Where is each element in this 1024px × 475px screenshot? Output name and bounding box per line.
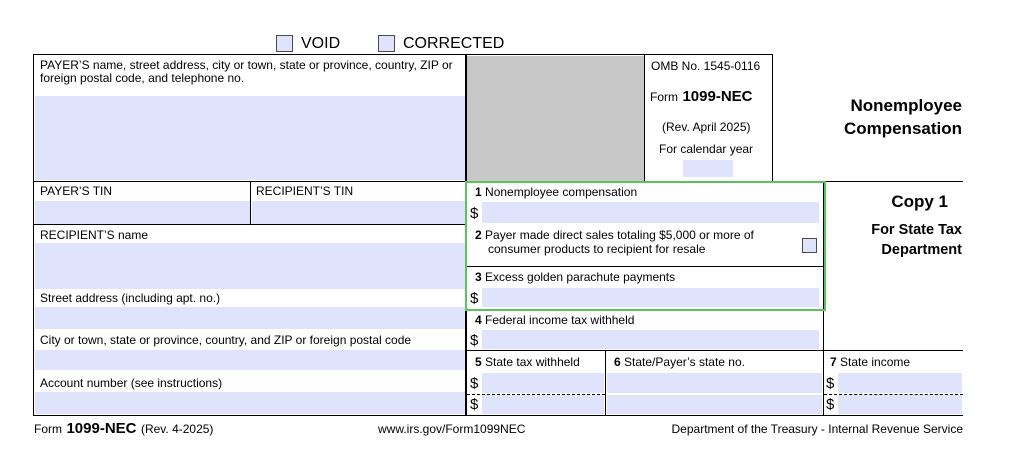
copy-label: Copy 1 <box>891 192 948 211</box>
grid-line <box>33 54 34 416</box>
box5-field-1[interactable] <box>482 373 604 393</box>
box5-number: 5 <box>475 355 482 369</box>
payer-name-label: PAYER’S name, street address, city or town, state or province, country, ZIP or foreign postal code, and telephone no. <box>40 58 453 85</box>
box5-dollar-1: $ <box>470 375 479 392</box>
payer-name-field[interactable] <box>35 96 465 180</box>
corrected-checkbox[interactable] <box>378 35 395 52</box>
grid-line <box>33 224 467 225</box>
box1-text: Nonemployee compensation <box>485 185 638 199</box>
recipient-name-field[interactable] <box>35 243 465 289</box>
box4-text: Federal income tax withheld <box>485 313 635 327</box>
box7-field-1[interactable] <box>838 373 962 393</box>
account-label: Account number (see instructions) <box>40 376 223 390</box>
city-field[interactable] <box>35 350 465 370</box>
payer-tin-label: PAYER’S TIN <box>40 184 113 198</box>
side-title-2: Compensation <box>843 119 962 138</box>
box7-field-2[interactable] <box>838 395 962 414</box>
form-revision: (Rev. April 2025) <box>662 120 751 134</box>
box1-number: 1 <box>475 185 482 199</box>
box1-label <box>475 186 637 199</box>
void-checkbox[interactable] <box>276 35 293 52</box>
box2-label-1 <box>475 229 754 242</box>
box2-text-1: Payer made direct sales totaling $5,000 or more of <box>485 228 754 242</box>
box7-text: State income <box>840 355 911 369</box>
box3-dollar: $ <box>470 290 479 307</box>
box7-label <box>830 356 910 369</box>
box7-number: 7 <box>830 355 837 369</box>
footer-form-number: 1099-NEC <box>66 420 137 437</box>
void-label: VOID <box>301 35 341 52</box>
grid-line <box>467 350 963 351</box>
box6-text: State/Payer’s state no. <box>624 355 745 369</box>
grid-line <box>772 54 773 182</box>
corrected-label: CORRECTED <box>403 35 505 52</box>
footer-revision: (Rev. 4-2025) <box>140 422 214 436</box>
grid-line <box>33 415 963 416</box>
footer-url: www.irs.gov/Form1099NEC <box>378 422 526 436</box>
box6-field-1[interactable] <box>607 373 822 393</box>
box4-label <box>475 314 634 327</box>
omb-number: OMB No. 1545-0116 <box>651 59 761 73</box>
city-label: City or town, state or province, country, and ZIP or foreign postal code <box>40 333 412 347</box>
box7-dollar-2: $ <box>826 396 835 413</box>
box1-dollar: $ <box>470 205 479 222</box>
box2-number: 2 <box>475 228 482 242</box>
box5-label <box>475 356 580 369</box>
box3-label <box>475 271 675 284</box>
footer-form <box>34 420 213 438</box>
calendar-year-label: For calendar year <box>659 142 754 156</box>
payer-tin-field[interactable] <box>35 201 250 224</box>
box4-number: 4 <box>475 313 482 327</box>
recipient-tin-field[interactable] <box>252 201 465 224</box>
dashed-line <box>467 394 605 395</box>
side-title-1: Nonemployee <box>850 96 962 115</box>
account-number-field[interactable] <box>35 392 465 414</box>
box6-label <box>614 356 745 369</box>
footer-agency: Department of the Treasury - Internal Revenue Service <box>671 422 963 436</box>
shaded-box <box>467 56 644 181</box>
grid-line <box>33 54 773 55</box>
calendar-year-field[interactable] <box>683 160 733 177</box>
street-label: Street address (including apt. no.) <box>40 291 221 305</box>
street-address-field[interactable] <box>35 307 465 329</box>
recipient-name-label: RECIPIENT’S name <box>40 228 149 242</box>
box5-field-2[interactable] <box>482 395 604 414</box>
form-number: 1099-NEC <box>682 88 753 105</box>
box3-number: 3 <box>475 270 482 284</box>
box5-text: State tax withheld <box>485 355 580 369</box>
box4-dollar: $ <box>470 332 479 349</box>
box2-text-2: consumer products to recipient for resale <box>488 242 706 256</box>
box3-text: Excess golden parachute payments <box>485 270 676 284</box>
grid-line <box>250 182 251 225</box>
box6-number: 6 <box>614 355 621 369</box>
footer-form-prefix: Form <box>34 422 62 436</box>
grid-line <box>644 54 645 182</box>
form-title <box>650 88 753 106</box>
recipient-tin-label: RECIPIENT’S TIN <box>256 184 354 198</box>
box4-field[interactable] <box>482 330 819 349</box>
box5-dollar-2: $ <box>470 396 479 413</box>
dashed-line <box>824 394 963 395</box>
copy-desc-1: For State Tax <box>871 222 962 238</box>
copy-desc-2: Department <box>881 242 962 258</box>
form-prefix: Form <box>650 90 678 104</box>
box6-field-2[interactable] <box>607 395 822 414</box>
box7-dollar-1: $ <box>826 375 835 392</box>
grid-line <box>605 351 606 416</box>
